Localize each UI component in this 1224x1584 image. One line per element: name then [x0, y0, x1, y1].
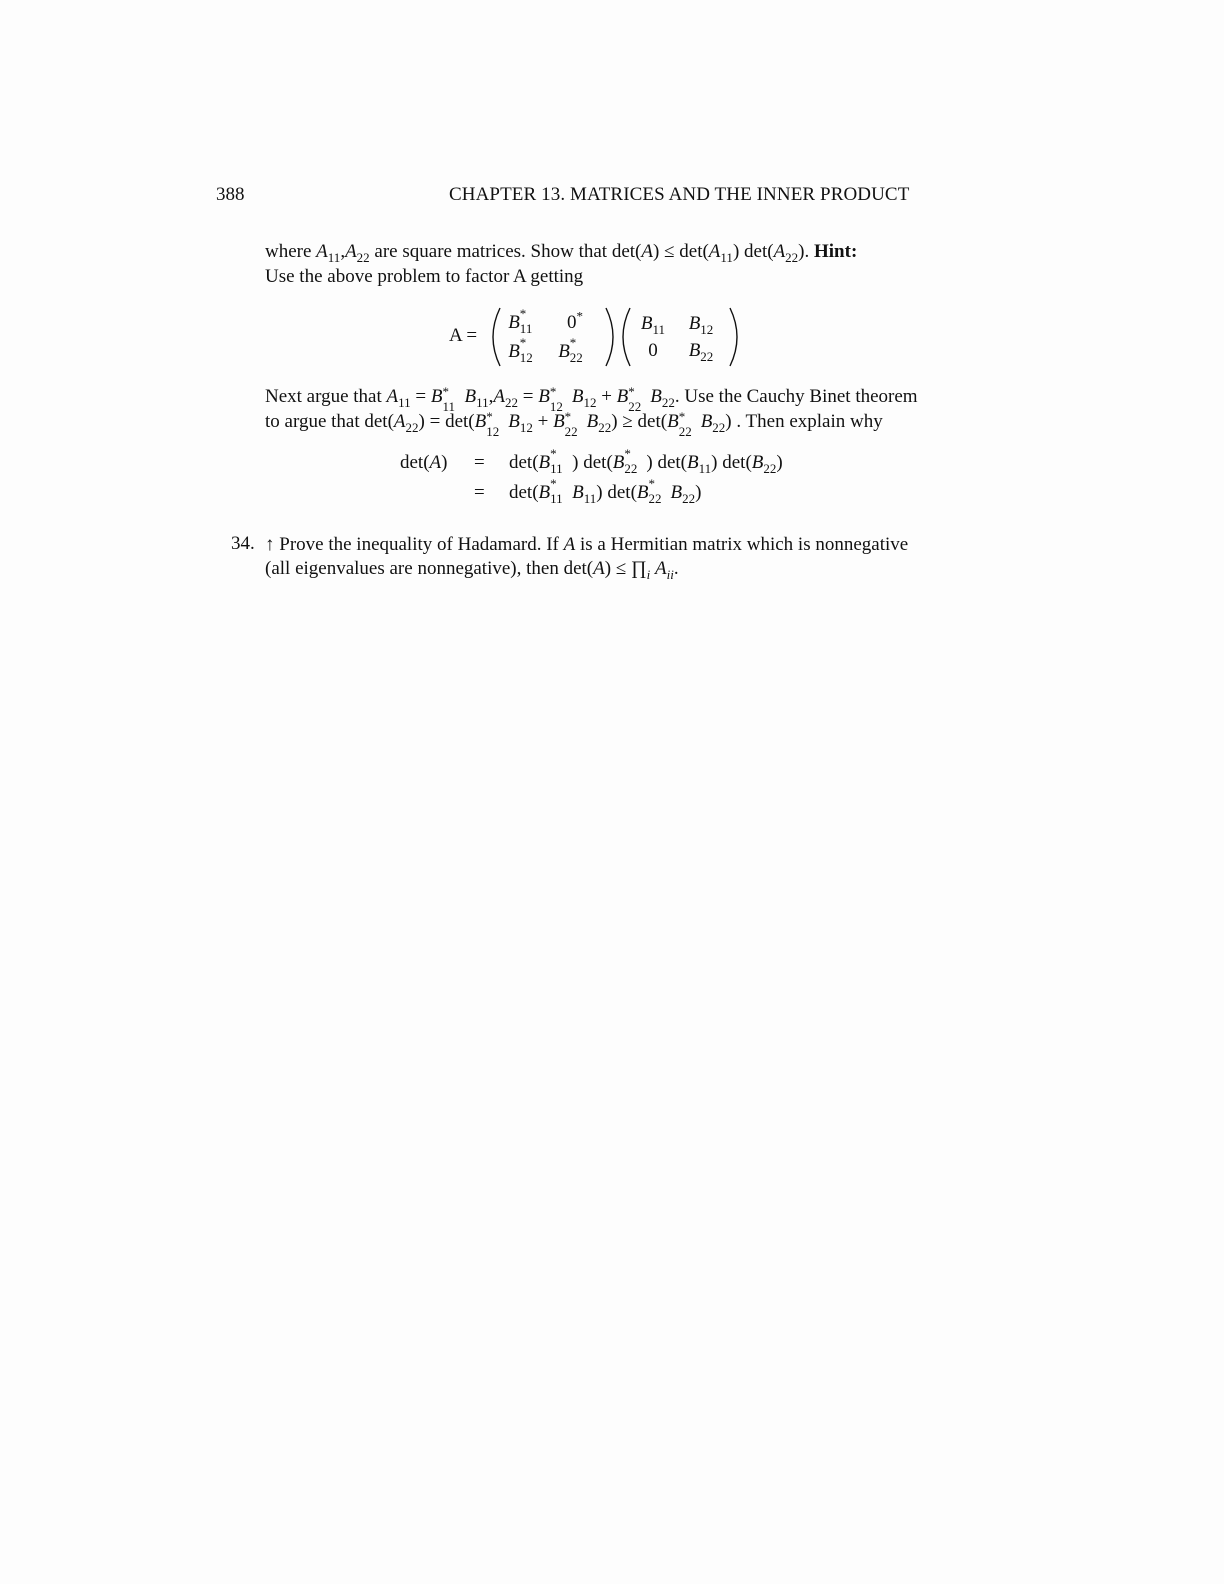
factorization-lhs: A = [449, 325, 478, 346]
left-matrix-cell: B * 12 [508, 335, 533, 365]
right-matrix-cell: $B_{22}$ [688, 340, 714, 364]
equals-sign: = [474, 452, 485, 473]
explain-text: Then explain why [745, 411, 883, 432]
equation-line-2-rhs: det(B * 11 $B_{11}$) det(B * 22 $B_{22}$) [509, 476, 702, 506]
right-matrix-cell: $B_{11}$ [640, 313, 666, 337]
page-number: 388 [216, 184, 245, 205]
right-matrix-cell: 0 [648, 340, 658, 361]
left-matrix-cell: B * 22 [558, 335, 583, 365]
equation-line-1: det(A) [400, 452, 448, 473]
item-number: 34. [231, 533, 255, 554]
paragraph-argue: Next argue that $A_{11} = B$ * 11 $B_{11},A_{22} = B$ * 12 $B_{12} + B$ * 22 $B_{22}$. Use the Cauchy Binet theorem to argue that $\det(A_{22}) = \det(B$ * 12 $B_{12} + B$ * 22 $B_{22}) \ge \det(B$ * 22 $B_{22}$) . Then explain why [265, 384, 918, 439]
right-matrix-cell: $B_{12}$ [688, 313, 714, 337]
item-34-text: ↑ Prove the inequality of Hadamard. If A is a Hermitian matrix which is nonnegative (all eigenvalues are nonnegative), then $\det(A) \le \prod_i$ $A_{ii}$. [265, 534, 909, 582]
left-matrix-cell: 0* [567, 308, 583, 333]
left-matrix-cell: B * 11 [508, 306, 533, 336]
paragraph-line: Use the above problem to factor A getting [265, 266, 584, 287]
equals-sign: = [474, 482, 485, 503]
equation-line-1-rhs: det(B * 11 ) det(B * 22 ) $\det(B_{11})$ $\det(B_{22})$ [509, 446, 783, 476]
cauchy-binet-text: Use the Cauchy Binet theorem [684, 386, 918, 407]
chapter-title: CHAPTER 13. MATRICES AND THE INNER PRODUCT [449, 184, 910, 205]
paragraph-intro: where $A_{11},A_{22}$ are square matrices. Show that $\det(A) \le \det(A_{11})$ $\det(A_{22})$. Hint: Use the above problem to factor A getting [265, 240, 935, 289]
hint-label: Hint: [814, 241, 858, 262]
